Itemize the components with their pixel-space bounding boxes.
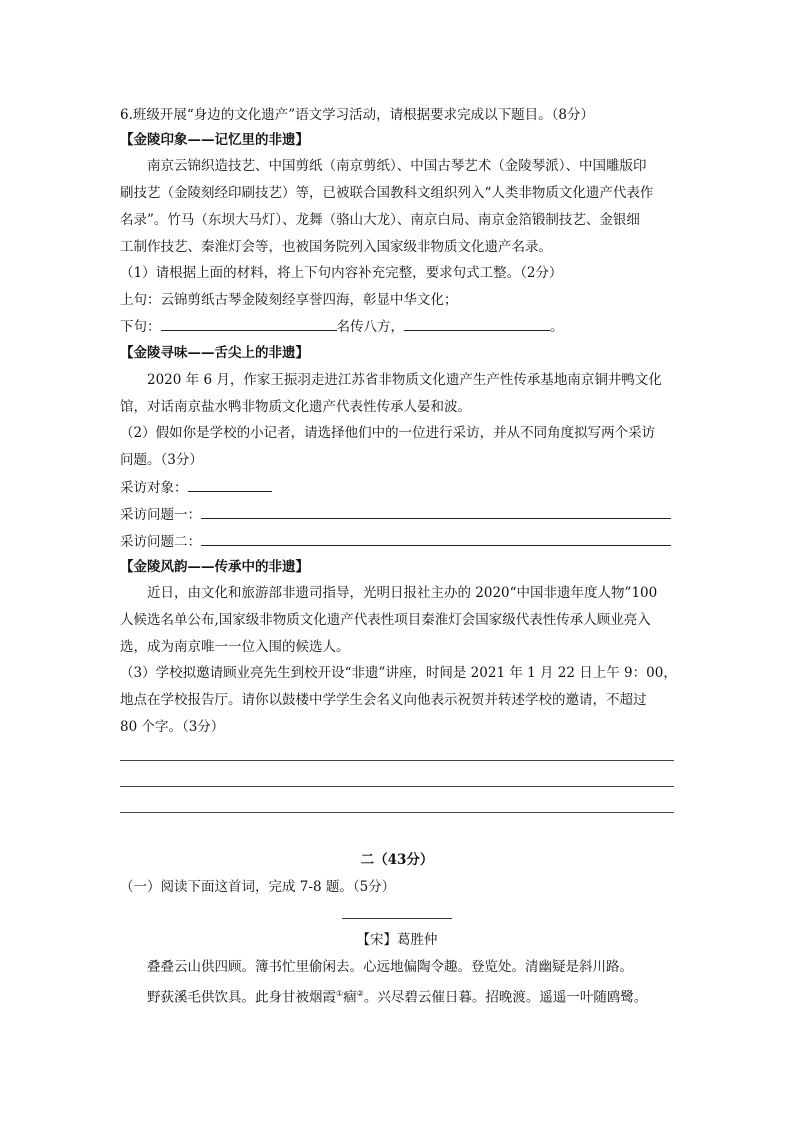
- interview-question-1-blank[interactable]: [201, 504, 671, 519]
- interview-target-label: 采访对象：: [120, 480, 188, 496]
- section-3-paragraph-line: 人候选名单公布,国家级非物质文化遗产代表性项目秦淮灯会国家级代表性传承人顾业亮入: [120, 612, 651, 628]
- section-3-paragraph-line: 选，成为南京唯一一位入围的候选人。: [120, 639, 350, 655]
- section-3-title: 【金陵风韵——传承中的非遗】: [120, 559, 309, 575]
- section-1-title: 【金陵印象——记忆里的非遗】: [120, 132, 309, 148]
- footnote-marker: ②: [356, 989, 364, 998]
- section-1-paragraph-line: 南京云锦织造技艺、中国剪纸（南京剪纸）、中国古琴艺术（金陵琴派）、中国雕版印: [147, 158, 647, 174]
- question-3-prompt: 地点在学校报告厅。请你以鼓楼中学学生会名义向他表示祝贺并转述学校的邀请，不超过: [120, 692, 647, 708]
- upper-couplet: 上句：云锦剪纸古琴金陵刻经享誉四海，彰显中华文化；: [120, 292, 458, 308]
- section-1-paragraph-line: 工制作技艺、秦淮灯会等，也被国务院列入国家级非物质文化遗产名录。: [120, 239, 552, 255]
- interview-question-1-line: [120, 504, 671, 525]
- interview-question-2-label: 采访问题二：: [120, 534, 201, 550]
- answer-line[interactable]: [120, 786, 674, 787]
- interview-target-line: [120, 477, 272, 498]
- poem-line: 叠叠云山供四顾。簿书忙里偷闲去。心远地偏陶令趣。登览处。清幽疑是斜川路。: [147, 959, 633, 975]
- question-3-prompt: 80 个字。（3分）: [120, 719, 225, 735]
- interview-question-1-label: 采访问题一：: [120, 507, 201, 523]
- question-2-prompt: （2）假如你是学校的小记者，请选择他们中的一位进行采访，并从不同角度拟写两个采访: [120, 425, 656, 441]
- section-2-title: 【金陵寻味——舌尖上的非遗】: [120, 345, 309, 361]
- lower-couplet-label: 下句：: [120, 319, 161, 335]
- poem-title-blank[interactable]: [342, 918, 452, 919]
- section-3-paragraph-line: 近日，由文化和旅游部非遗司指导，光明日报社主办的 2020“中国非遗年度人物”100: [147, 585, 658, 601]
- section-1-paragraph-line: 名录”。竹马（东坝大马灯）、龙舞（骆山大龙）、南京白局、南京金箔锻制技艺、金银细: [120, 212, 640, 228]
- answer-line[interactable]: [120, 760, 674, 761]
- poem-text: 野荻溪毛供饮具。此身甘被烟霞: [147, 989, 336, 1006]
- question-6-header: 6.班级开展“身边的文化遗产”语文学习活动，请根据要求完成以下题目。（8分）: [120, 107, 595, 123]
- interview-question-2-line: [120, 531, 671, 552]
- interview-target-blank[interactable]: [188, 477, 272, 492]
- part-2-instruction: （一）阅读下面这首词，完成 7-8 题。（5分）: [120, 879, 396, 895]
- poem-text: 痼: [343, 989, 357, 1006]
- section-2-paragraph-line: 馆，对话南京盐水鸭非物质文化遗产代表性传承人晏和波。: [120, 399, 471, 415]
- lower-couplet-end: 。: [550, 319, 564, 335]
- poem-text: 。兴尽碧云催日暮。招晚渡。遥遥一叶随鸥鹭。: [363, 989, 648, 1006]
- lower-couplet-blank-1[interactable]: [161, 316, 337, 331]
- question-1-prompt: （1）请根据上面的材料，将上下句内容补充完整，要求句式工整。（2分）: [120, 265, 563, 281]
- answer-line[interactable]: [120, 812, 674, 813]
- footnote-marker: ①: [336, 989, 344, 998]
- poem-line: [147, 984, 647, 1008]
- poem-author: 【宋】葛胜仲: [356, 932, 438, 948]
- section-2-paragraph-line: 2020 年 6 月，作家王振羽走进江苏省非物质文化遗产生产性传承基地南京铜井鸭文化: [147, 372, 662, 388]
- question-2-prompt: 问题。（3分）: [120, 452, 203, 468]
- interview-question-2-blank[interactable]: [201, 531, 671, 546]
- lower-couplet-blank-2[interactable]: [404, 316, 550, 331]
- question-3-prompt: （3）学校拟邀请顾业亮先生到校开设“非遗”讲座，时间是 2021 年 1 月 22 日上午 9：00，: [120, 665, 677, 681]
- part-2-heading: 二（43分）: [360, 852, 434, 868]
- lower-couplet-line: [120, 316, 564, 337]
- lower-couplet-middle: 名传八方，: [336, 319, 404, 335]
- section-1-paragraph-line: 刷技艺（金陵刻经印刷技艺）等，已被联合国教科文组织列入“人类非物质文化遗产代表作: [120, 185, 654, 201]
